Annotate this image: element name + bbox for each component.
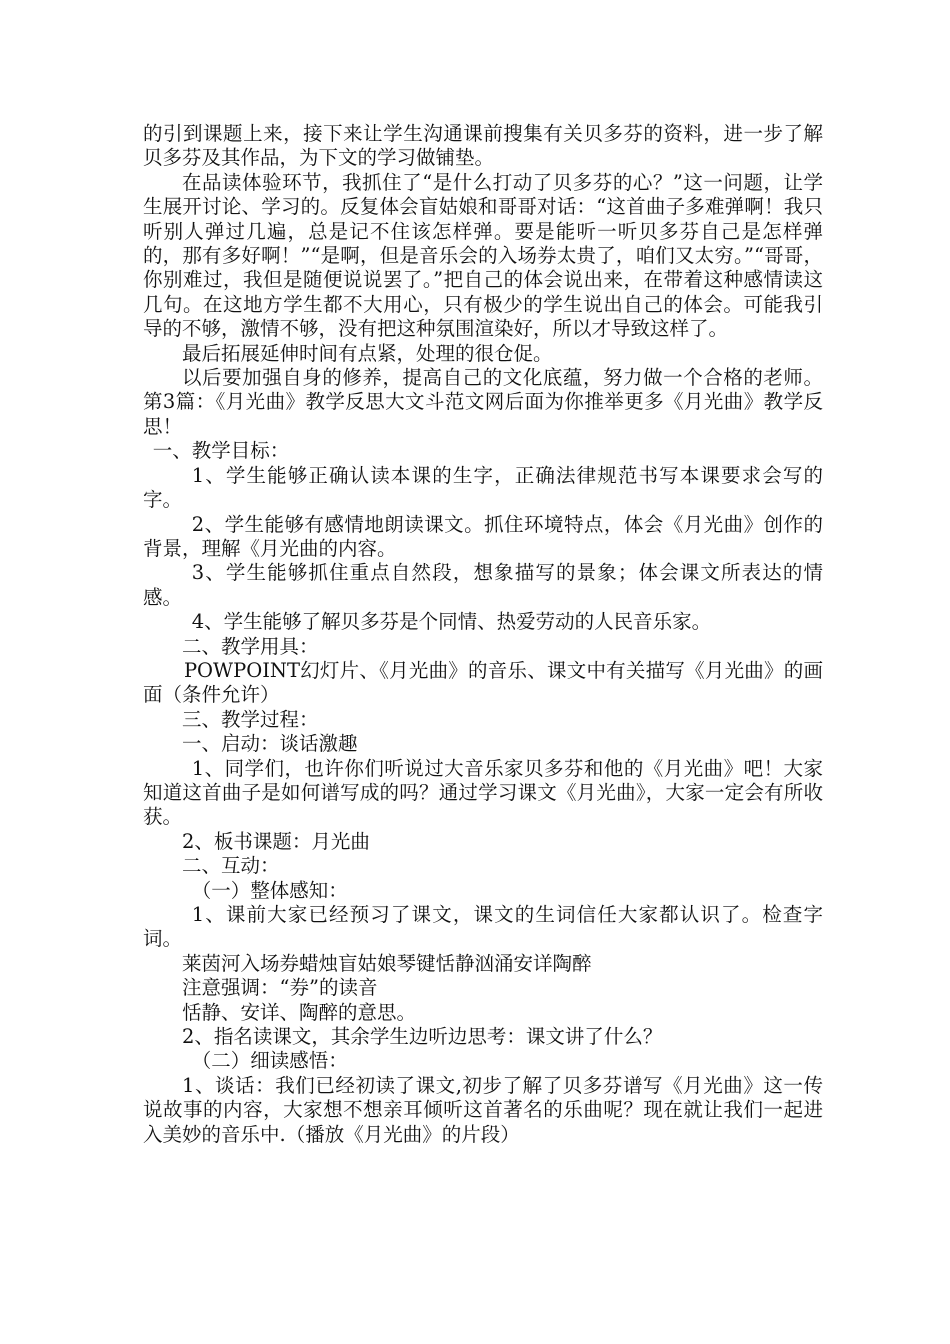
goal-item-3: 3、学生能够抓住重点自然段，想象描写的景象；体会课文所表达的情感。	[143, 561, 823, 609]
vocabulary-list: 莱茵河入场券蜡烛盲姑娘琴键恬静汹涌安详陶醉	[182, 951, 592, 975]
detailed-item-1: 1、谈话：我们已经初读了课文,初步了解了贝多芬谱写《月光曲》这一传说故事的内容，大家想不想亲耳倾听这首著名的乐曲呢？现在就让我们一起进入美妙的音乐中.（播放《月光曲》的片段）	[143, 1073, 823, 1146]
start-item-1: 1、同学们，也许你们听说过大音乐家贝多芬和他的《月光曲》吧！大家知道这首曲子是如何谱写成的吗？通过学习课文《月光曲》，大家一定会有所收获。	[143, 756, 823, 829]
pronunciation-note: 注意强调：“券”的读音	[182, 976, 378, 1000]
tools-list: POWPOINT幻灯片、《月光曲》的音乐、课文中有关描写《月光曲》的画面（条件允许）	[143, 658, 823, 707]
goal-item-4: 4、学生能够了解贝多芬是个同情、热爱劳动的人民音乐家。	[191, 610, 712, 634]
heading-overall-perception: （一）整体感知：	[191, 878, 348, 902]
paragraph-extension: 最后拓展延伸时间有点紧，处理的很仓促。	[182, 341, 553, 365]
goal-item-1: 1、学生能够正确认读本课的生字，正确法律规范书写本课要求会写的字。	[143, 463, 823, 512]
heading-start-talk: 一、启动：谈话激趣	[182, 732, 358, 756]
heading-teaching-process: 三、教学过程：	[182, 707, 319, 731]
heading-teaching-goals: 一、教学目标：	[152, 439, 290, 463]
heading-teaching-tools: 二、教学用具：	[182, 634, 319, 658]
paragraph-reading-experience: 在品读体验环节，我抓住了“是什么打动了贝多芬的心？”这一问题，让学生展开讨论、学习的。反复体会盲姑娘和哥哥对话：“这首曲子多难弹啊！我只听别人弹过几遍，总是记不住该怎样弹。要是能听一听贝多芬自己是怎样弹的，那有多好啊！”“是啊，但是音乐会的入场券太贵了，咱们又太穷。”“哥哥，你别难过，我但是随便说说罢了。”把自己的体会说出来，在带着这种感情读这几句。在这地方学生都不大用心，只有极少的学生说出自己的体会。可能我引导的不够，激情不够，没有把这种氛围渲染好，所以才导致这样了。	[143, 170, 823, 341]
paragraph-self-improvement: 以后要加强自身的修养，提高自己的文化底蕴，努力做一个合格的老师。第3篇：《月光曲》教学反思大文斗范文网后面为你推举更多《月光曲》教学反思！	[143, 366, 823, 438]
heading-detailed-reading: （二）细读感悟：	[191, 1049, 348, 1073]
start-item-2: 2、板书课题：月光曲	[182, 829, 370, 853]
perception-item-2: 2、指名读课文，其余学生边听边思考：课文讲了什么？	[182, 1025, 663, 1049]
heading-interaction: 二、互动：	[182, 854, 280, 878]
meaning-note: 恬静、安详、陶醉的意思。	[182, 1000, 417, 1024]
document-body	[143, 122, 823, 1147]
goal-item-2: 2、学生能够有感情地朗读课文。抓住环境特点，体会《月光曲》创作的背景，理解《月光曲的内容。	[143, 512, 823, 560]
paragraph-intro-continuation: 的引到课题上来，接下来让学生沟通课前搜集有关贝多芬的资料，进一步了解贝多芬及其作品，为下文的学习做铺垫。	[143, 122, 823, 170]
perception-item-1: 1、课前大家已经预习了课文，课文的生词信任大家都认识了。检查字词。	[143, 903, 823, 951]
